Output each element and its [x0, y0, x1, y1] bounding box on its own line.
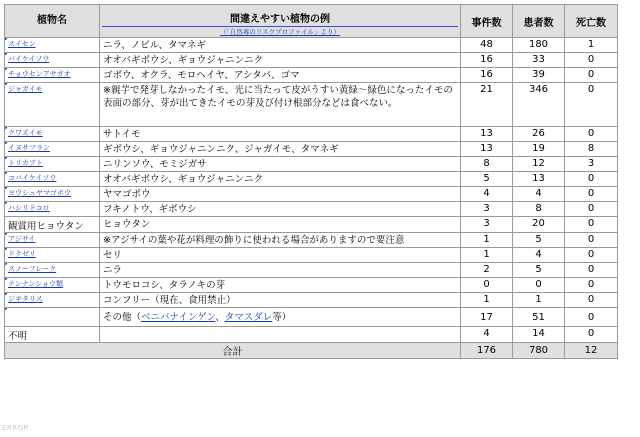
row-marker-icon — [5, 293, 8, 296]
plant-name-text[interactable]: アジサイ — [8, 235, 36, 243]
death-count: 0 — [565, 202, 618, 217]
table-row — [5, 142, 618, 157]
table-row — [5, 217, 618, 233]
patient-count: 8 — [513, 202, 565, 217]
plant-name-link[interactable] — [5, 142, 100, 157]
example-other — [100, 308, 461, 327]
death-count: 8 — [565, 142, 618, 157]
header-deaths: 死亡数 — [565, 5, 618, 38]
patient-count: 26 — [513, 127, 565, 142]
case-count: 13 — [461, 127, 513, 142]
death-count: 0 — [565, 278, 618, 293]
table-row — [5, 202, 618, 217]
plant-example: コンフリー（現在、食用禁止） — [100, 293, 461, 308]
plant-example: ゴボウ、オクラ、モロヘイヤ、アシタバ、ゴマ — [100, 68, 461, 83]
row-marker-icon — [5, 157, 8, 160]
row-marker-icon — [5, 53, 8, 56]
other-suffix: 等） — [272, 312, 292, 323]
death-count: 0 — [565, 187, 618, 202]
table-body — [5, 38, 618, 359]
plant-name-link[interactable] — [5, 172, 100, 187]
patient-count: 4 — [513, 187, 565, 202]
plant-name-link[interactable] — [5, 157, 100, 172]
table-row-other — [5, 308, 618, 327]
poisonous-plants-table — [4, 4, 618, 359]
plant-example: サトイモ — [100, 127, 461, 142]
case-count: 1 — [461, 248, 513, 263]
row-marker-icon — [5, 142, 8, 145]
table-row — [5, 248, 618, 263]
plant-name-unknown: 不明 — [5, 327, 100, 343]
death-count: 0 — [565, 53, 618, 68]
plant-example: セリ — [100, 248, 461, 263]
deaths-unknown: 0 — [565, 327, 618, 343]
example-unknown — [100, 327, 461, 343]
plant-name-link[interactable] — [5, 83, 100, 127]
patient-count: 12 — [513, 157, 565, 172]
death-count: 3 — [565, 157, 618, 172]
plant-name-link[interactable] — [5, 53, 100, 68]
plant-name-link[interactable] — [5, 293, 100, 308]
case-count: 16 — [461, 68, 513, 83]
death-count: 0 — [565, 127, 618, 142]
patient-count: 33 — [513, 53, 565, 68]
row-marker-icon — [5, 248, 8, 251]
plant-example: ヒョウタン — [100, 217, 461, 233]
case-count: 3 — [461, 217, 513, 233]
table-row — [5, 263, 618, 278]
total-patients: 780 — [513, 343, 565, 359]
table-row — [5, 53, 618, 68]
total-label: 合計 — [5, 343, 461, 359]
plant-example: ニラ、ノビル、タマネギ — [100, 38, 461, 53]
plant-name-link[interactable] — [5, 233, 100, 248]
case-count: 48 — [461, 38, 513, 53]
header-patients: 患者数 — [513, 5, 565, 38]
plant-example: オオバギボウシ、ギョウジャニンニク — [100, 172, 461, 187]
watermark: ERROR — [2, 424, 30, 432]
patient-count: 4 — [513, 248, 565, 263]
patient-count: 39 — [513, 68, 565, 83]
plant-name-other — [5, 308, 100, 327]
plant-name-text[interactable]: ジャガイモ — [8, 85, 43, 93]
death-count: 1 — [565, 38, 618, 53]
case-count: 5 — [461, 172, 513, 187]
case-count: 4 — [461, 187, 513, 202]
plant-name-text[interactable]: スイセン — [8, 40, 36, 48]
header-row — [5, 5, 618, 38]
plant-name-text[interactable]: テンナンショウ類 — [8, 280, 63, 288]
table-row — [5, 293, 618, 308]
table-row — [5, 127, 618, 142]
row-marker-icon — [5, 278, 8, 281]
table-row — [5, 83, 618, 127]
plant-name-text[interactable]: ヨウシュヤマゴボウ — [8, 189, 71, 197]
row-marker-icon — [5, 127, 8, 130]
plant-name-link[interactable] — [5, 248, 100, 263]
death-count: 0 — [565, 217, 618, 233]
patient-count: 5 — [513, 233, 565, 248]
plant-example: ※アジサイの葉や花が料理の飾りに使われる場合がありますので要注意 — [100, 233, 461, 248]
table-row — [5, 157, 618, 172]
plant-example: ヤマゴボウ — [100, 187, 461, 202]
plant-name-text[interactable]: チョウセンアサガオ — [8, 70, 71, 78]
patient-count: 0 — [513, 278, 565, 293]
patient-count: 13 — [513, 172, 565, 187]
plant-example: フキノトウ、ギボウシ — [100, 202, 461, 217]
plant-name-text[interactable]: コバイケイソウ — [8, 174, 57, 182]
death-count: 0 — [565, 233, 618, 248]
plant-example: ニリンソウ、モミジガサ — [100, 157, 461, 172]
row-marker-icon — [5, 263, 8, 266]
table-row — [5, 38, 618, 53]
patients-unknown: 14 — [513, 327, 565, 343]
row-marker-icon — [5, 202, 8, 205]
plant-name: 観賞用ヒョウタン — [5, 217, 100, 233]
case-count: 8 — [461, 157, 513, 172]
patient-count: 180 — [513, 38, 565, 53]
plant-name-text[interactable]: スノーフレーク — [8, 265, 57, 273]
plant-name-link[interactable] — [5, 263, 100, 278]
plant-name-text[interactable]: バイケイソウ — [8, 55, 50, 63]
case-count: 21 — [461, 83, 513, 127]
other-sep: 、 — [215, 312, 225, 323]
header-example-title: 間違えやすい植物の例 — [230, 14, 330, 25]
patient-count: 19 — [513, 142, 565, 157]
case-count: 13 — [461, 142, 513, 157]
row-marker-icon — [5, 68, 8, 71]
plant-name-link[interactable] — [5, 202, 100, 217]
death-count: 0 — [565, 293, 618, 308]
header-cases: 事件数 — [461, 5, 513, 38]
death-count: 0 — [565, 172, 618, 187]
plant-name-text[interactable]: ハシリドコロ — [8, 204, 50, 212]
case-count: 3 — [461, 202, 513, 217]
plant-name-link[interactable] — [5, 68, 100, 83]
cases-unknown: 4 — [461, 327, 513, 343]
total-deaths: 12 — [565, 343, 618, 359]
death-count: 0 — [565, 83, 618, 127]
case-count: 1 — [461, 233, 513, 248]
table-row — [5, 172, 618, 187]
row-marker-icon — [5, 308, 8, 311]
plant-example: ニラ — [100, 263, 461, 278]
patient-count: 346 — [513, 83, 565, 127]
table-row — [5, 187, 618, 202]
plant-name-link[interactable] — [5, 38, 100, 53]
header-example-source-link[interactable]: （「自然毒のリスクプロファイル」より） — [102, 26, 458, 37]
plant-name-text[interactable]: イヌサフラン — [8, 144, 50, 152]
plant-example: ギボウシ、ギョウジャニンニク、ジャガイモ、タマネギ — [100, 142, 461, 157]
death-count: 0 — [565, 263, 618, 278]
link-tamasudare[interactable]: タマスダレ — [224, 312, 273, 323]
case-count: 0 — [461, 278, 513, 293]
header-example — [100, 5, 461, 38]
patient-count: 20 — [513, 217, 565, 233]
death-count: 0 — [565, 68, 618, 83]
case-count: 16 — [461, 53, 513, 68]
table-row — [5, 278, 618, 293]
row-marker-icon — [5, 187, 8, 190]
row-marker-icon — [5, 83, 8, 86]
plant-name-text[interactable]: ジギタリス — [8, 295, 43, 303]
deaths-other: 0 — [565, 308, 618, 327]
plant-name-link[interactable] — [5, 278, 100, 293]
total-cases: 176 — [461, 343, 513, 359]
plant-example: トウモロコシ、タラノキの芽 — [100, 278, 461, 293]
row-marker-icon — [5, 172, 8, 175]
case-count: 2 — [461, 263, 513, 278]
table-row — [5, 233, 618, 248]
row-marker-icon — [5, 38, 8, 41]
death-count: 0 — [565, 248, 618, 263]
plant-name-text[interactable]: クワズイモ — [8, 129, 43, 137]
plant-name-link[interactable] — [5, 127, 100, 142]
link-benibana-ingen[interactable]: ベニバナインゲン — [141, 312, 216, 323]
table-row — [5, 68, 618, 83]
plant-name-text[interactable]: トリカブト — [8, 159, 43, 167]
patient-count: 5 — [513, 263, 565, 278]
plant-example: ※親芋で発芽しなかったイモ、光に当たって皮がうすい黄緑～緑色になったイモの表面の部分、芽が出てきたイモの芽及び付け根部分などは食べない。 — [100, 83, 461, 127]
header-plant-name: 植物名 — [5, 5, 100, 38]
table-row-unknown — [5, 327, 618, 343]
plant-name-text[interactable]: ドクゼリ — [8, 250, 36, 258]
case-count: 1 — [461, 293, 513, 308]
plant-example: オオバギボウシ、ギョウジャニンニク — [100, 53, 461, 68]
plant-name-link[interactable] — [5, 187, 100, 202]
cases-other: 17 — [461, 308, 513, 327]
patients-other: 51 — [513, 308, 565, 327]
other-prefix: その他（ — [103, 312, 142, 323]
row-marker-icon — [5, 233, 8, 236]
patient-count: 1 — [513, 293, 565, 308]
table-row-total — [5, 343, 618, 359]
